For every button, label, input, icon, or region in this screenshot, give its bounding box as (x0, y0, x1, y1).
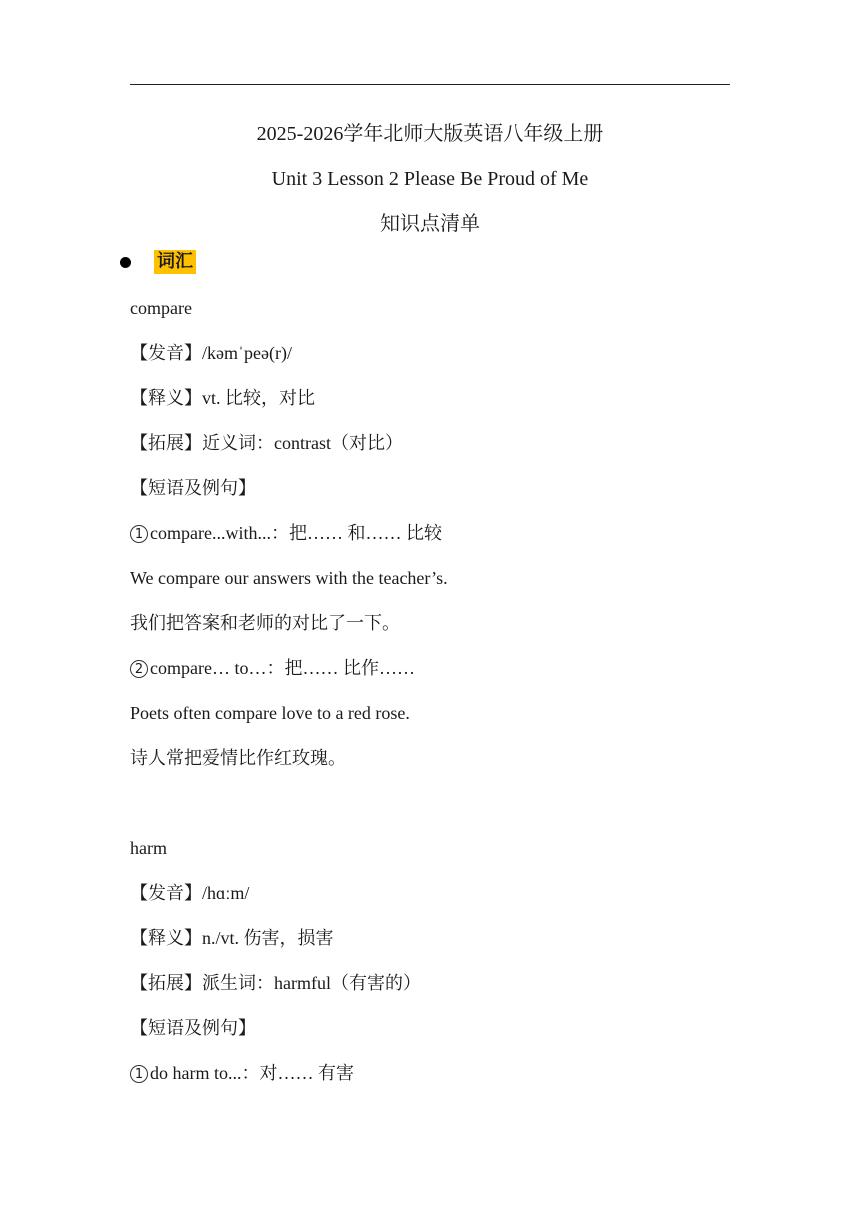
entry-extension: 【拓展】派生词：harmful（有害的） (130, 973, 421, 993)
entry-word: compare (130, 298, 192, 318)
entry-meaning: 【释义】n./vt. 伤害，损害 (130, 928, 334, 948)
phrase-text: compare...with...：把…… 和…… 比较 (150, 523, 442, 543)
example-english: Poets often compare love to a red rose. (130, 703, 410, 723)
vocabulary-list (130, 286, 730, 1096)
phrase-item (130, 511, 730, 556)
entry-extension: 【拓展】近义词：contrast（对比） (130, 433, 403, 453)
title-line-course: 2025-2026学年北师大版英语八年级上册 (256, 123, 604, 145)
section-label: 词汇 (154, 250, 196, 274)
circled-number: 1 (130, 1065, 148, 1083)
document-title (0, 112, 860, 247)
title-line-subtitle: 知识点清单 (380, 213, 480, 235)
title-line-lesson: Unit 3 Lesson 2 Please Be Proud of Me (271, 168, 589, 190)
phrase-text: compare… to…：把…… 比作…… (150, 658, 415, 678)
example-chinese: 诗人常把爱情比作红玫瑰。 (130, 748, 346, 768)
circled-number: 1 (130, 525, 148, 543)
entry-word: harm (130, 838, 167, 858)
example-english: We compare our answers with the teacher’s. (130, 568, 448, 588)
phrase-text: do harm to...：对…… 有害 (150, 1063, 354, 1083)
bullet-icon (120, 257, 131, 268)
entry-phrases-heading: 【短语及例句】 (130, 478, 256, 498)
spacer (130, 781, 730, 826)
entry-meaning: 【释义】vt. 比较，对比 (130, 388, 316, 408)
phrase-item (130, 646, 730, 691)
section-heading-vocabulary (120, 250, 196, 274)
phrase-item (130, 1051, 730, 1096)
entry-pronunciation: 【发音】/kəmˈpeə(r)/ (130, 343, 292, 363)
entry-phrases-heading: 【短语及例句】 (130, 1018, 256, 1038)
example-chinese: 我们把答案和老师的对比了一下。 (130, 613, 400, 633)
circled-number: 2 (130, 660, 148, 678)
header-rule (130, 84, 730, 85)
entry-pronunciation: 【发音】/hɑːm/ (130, 883, 250, 903)
